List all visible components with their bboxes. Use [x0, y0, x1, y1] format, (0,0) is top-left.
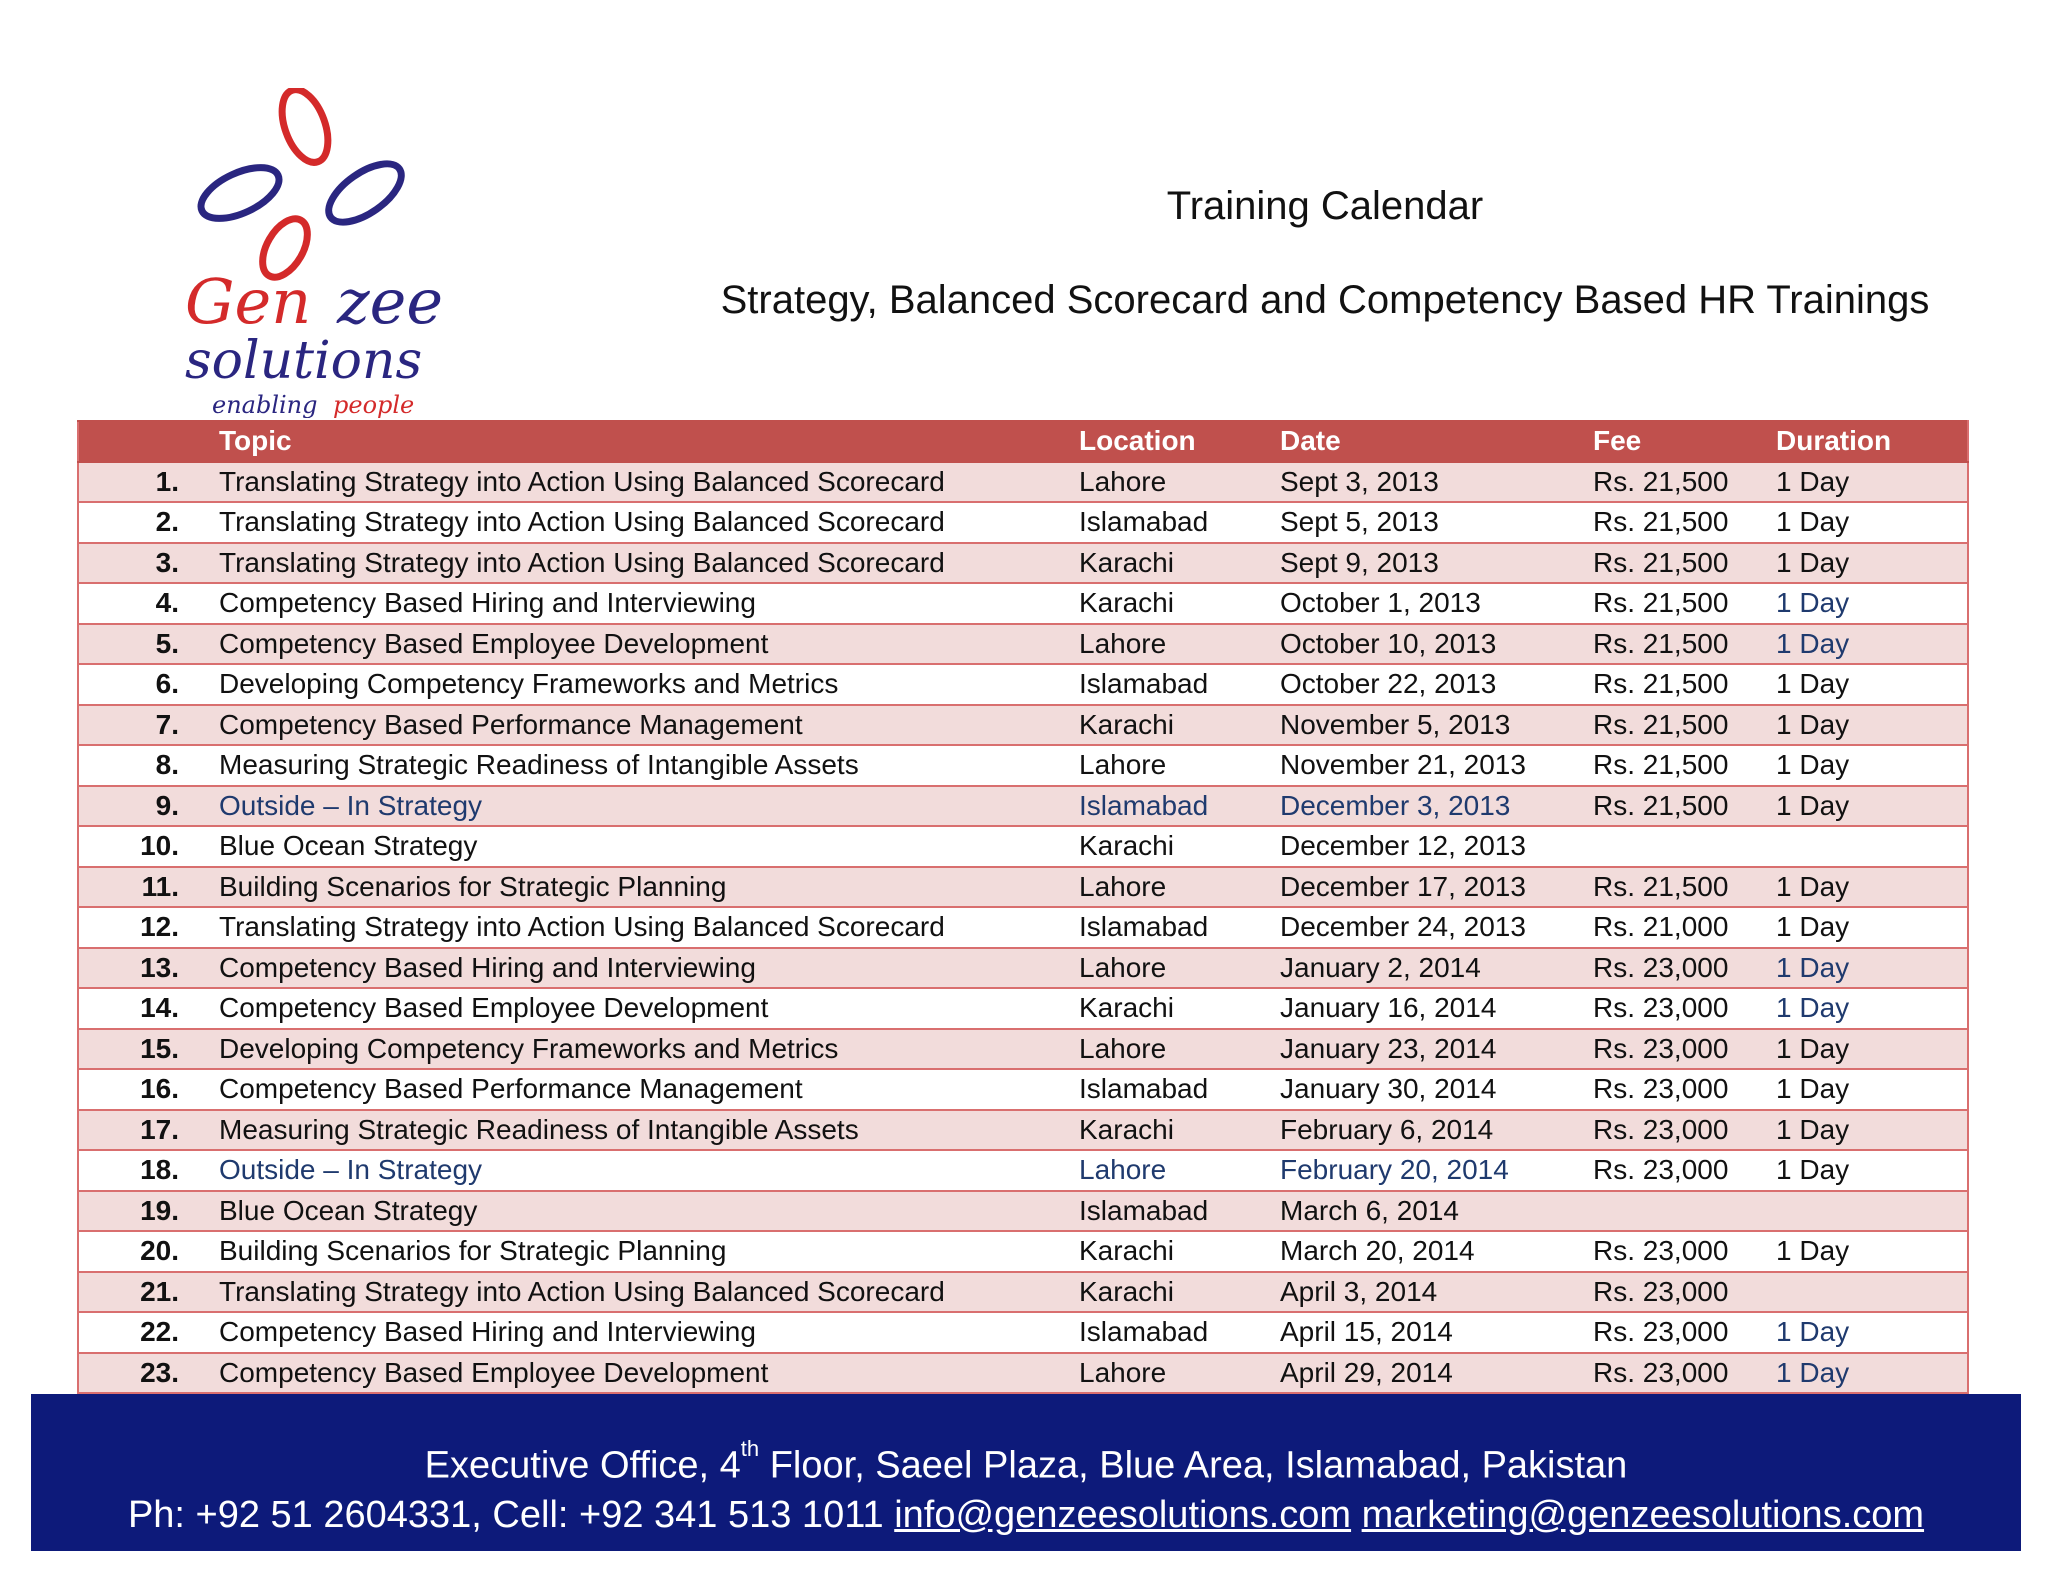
row-fee: Rs. 23,000 — [1593, 1272, 1776, 1313]
table-row — [78, 1150, 1968, 1191]
table-row — [78, 705, 1968, 746]
row-number: 1. — [78, 462, 219, 503]
table-row — [78, 624, 1968, 665]
row-date: December 12, 2013 — [1280, 826, 1593, 867]
row-date: February 6, 2014 — [1280, 1110, 1593, 1151]
table-row — [78, 583, 1968, 624]
table-row — [78, 664, 1968, 705]
row-number: 7. — [78, 705, 219, 746]
row-location: Lahore — [1079, 462, 1280, 503]
row-fee: Rs. 21,500 — [1593, 705, 1776, 746]
row-duration — [1776, 1272, 1968, 1313]
row-date: January 30, 2014 — [1280, 1069, 1593, 1110]
row-number: 19. — [78, 1191, 219, 1232]
row-duration: 1 Day — [1776, 988, 1968, 1029]
row-location: Islamabad — [1079, 907, 1280, 948]
row-topic: Building Scenarios for Strategic Planning — [219, 867, 1079, 908]
address-superscript: th — [740, 1436, 760, 1461]
row-duration: 1 Day — [1776, 786, 1968, 827]
row-number: 16. — [78, 1069, 219, 1110]
row-topic: Outside – In Strategy — [219, 786, 1079, 827]
row-date: January 23, 2014 — [1280, 1029, 1593, 1070]
row-duration: 1 Day — [1776, 1150, 1968, 1191]
row-date: April 3, 2014 — [1280, 1272, 1593, 1313]
row-date: Sept 9, 2013 — [1280, 543, 1593, 584]
row-duration — [1776, 826, 1968, 867]
row-topic: Translating Strategy into Action Using Balanced Scorecard — [219, 1272, 1079, 1313]
logo-graphic — [185, 88, 485, 418]
row-location: Lahore — [1079, 867, 1280, 908]
row-location: Lahore — [1079, 624, 1280, 665]
footer — [31, 1394, 2021, 1551]
table-row — [78, 1069, 1968, 1110]
row-duration: 1 Day — [1776, 1069, 1968, 1110]
row-location: Karachi — [1079, 1272, 1280, 1313]
row-fee: Rs. 23,000 — [1593, 1150, 1776, 1191]
row-number: 13. — [78, 948, 219, 989]
row-duration: 1 Day — [1776, 502, 1968, 543]
row-topic: Competency Based Hiring and Interviewing — [219, 583, 1079, 624]
row-date: March 6, 2014 — [1280, 1191, 1593, 1232]
row-date: October 10, 2013 — [1280, 624, 1593, 665]
row-location: Islamabad — [1079, 1312, 1280, 1353]
row-duration: 1 Day — [1776, 583, 1968, 624]
row-fee: Rs. 21,500 — [1593, 664, 1776, 705]
row-fee: Rs. 23,000 — [1593, 948, 1776, 989]
row-fee: Rs. 23,000 — [1593, 1231, 1776, 1272]
row-location: Karachi — [1079, 988, 1280, 1029]
row-topic: Measuring Strategic Readiness of Intangible Assets — [219, 1110, 1079, 1151]
footer-address — [31, 1436, 2021, 1488]
row-location: Karachi — [1079, 1231, 1280, 1272]
marketing-email-link[interactable]: marketing@genzeesolutions.com — [1361, 1494, 1925, 1536]
row-location: Lahore — [1079, 1029, 1280, 1070]
company-logo — [185, 88, 485, 418]
row-number: 18. — [78, 1150, 219, 1191]
table-row — [78, 948, 1968, 989]
row-topic: Outside – In Strategy — [219, 1150, 1079, 1191]
row-number: 14. — [78, 988, 219, 1029]
row-number: 9. — [78, 786, 219, 827]
row-location: Karachi — [1079, 1110, 1280, 1151]
row-date: Sept 3, 2013 — [1280, 462, 1593, 503]
table-row — [78, 1110, 1968, 1151]
row-duration: 1 Day — [1776, 867, 1968, 908]
col-header-location: Location — [1079, 421, 1280, 462]
row-fee — [1593, 826, 1776, 867]
row-topic: Competency Based Hiring and Interviewing — [219, 1312, 1079, 1353]
logo-tagline-enabling: enabling — [212, 391, 318, 418]
row-duration: 1 Day — [1776, 543, 1968, 584]
row-number: 20. — [78, 1231, 219, 1272]
training-calendar-table — [77, 420, 1969, 1394]
row-location: Lahore — [1079, 1353, 1280, 1394]
info-email-link[interactable]: info@genzeesolutions.com — [894, 1494, 1352, 1536]
row-topic: Blue Ocean Strategy — [219, 1191, 1079, 1232]
row-number: 11. — [78, 867, 219, 908]
row-location: Islamabad — [1079, 664, 1280, 705]
table-row — [78, 1272, 1968, 1313]
row-date: January 16, 2014 — [1280, 988, 1593, 1029]
row-number: 17. — [78, 1110, 219, 1151]
row-date: January 2, 2014 — [1280, 948, 1593, 989]
row-number: 2. — [78, 502, 219, 543]
logo-text-solutions: solutions — [185, 331, 423, 391]
row-duration: 1 Day — [1776, 1353, 1968, 1394]
row-topic: Translating Strategy into Action Using Balanced Scorecard — [219, 543, 1079, 584]
col-header-number — [78, 421, 219, 462]
row-fee: Rs. 21,500 — [1593, 745, 1776, 786]
row-duration: 1 Day — [1776, 1231, 1968, 1272]
page-subtitle: Strategy, Balanced Scorecard and Competency Based HR Trainings — [720, 278, 1930, 322]
page-title: Training Calendar — [1166, 184, 1484, 228]
row-location: Lahore — [1079, 948, 1280, 989]
row-date: December 17, 2013 — [1280, 867, 1593, 908]
row-number: 8. — [78, 745, 219, 786]
row-date: February 20, 2014 — [1280, 1150, 1593, 1191]
row-date: April 29, 2014 — [1280, 1353, 1593, 1394]
row-date: October 22, 2013 — [1280, 664, 1593, 705]
col-header-topic: Topic — [219, 421, 1079, 462]
row-topic: Measuring Strategic Readiness of Intangible Assets — [219, 745, 1079, 786]
row-duration: 1 Day — [1776, 907, 1968, 948]
col-header-duration: Duration — [1776, 421, 1968, 462]
row-fee: Rs. 21,500 — [1593, 867, 1776, 908]
row-location: Islamabad — [1079, 502, 1280, 543]
row-fee: Rs. 21,500 — [1593, 462, 1776, 503]
row-date: November 21, 2013 — [1280, 745, 1593, 786]
address-text: Executive Office, 4 — [424, 1444, 741, 1487]
row-duration: 1 Day — [1776, 1110, 1968, 1151]
row-topic: Developing Competency Frameworks and Metrics — [219, 1029, 1079, 1070]
row-duration: 1 Day — [1776, 745, 1968, 786]
row-duration: 1 Day — [1776, 624, 1968, 665]
row-topic: Competency Based Employee Development — [219, 624, 1079, 665]
row-date: April 15, 2014 — [1280, 1312, 1593, 1353]
row-fee: Rs. 23,000 — [1593, 988, 1776, 1029]
row-fee: Rs. 23,000 — [1593, 1312, 1776, 1353]
row-number: 22. — [78, 1312, 219, 1353]
row-topic: Translating Strategy into Action Using Balanced Scorecard — [219, 907, 1079, 948]
row-location: Karachi — [1079, 583, 1280, 624]
row-date: December 24, 2013 — [1280, 907, 1593, 948]
row-topic: Translating Strategy into Action Using Balanced Scorecard — [219, 502, 1079, 543]
row-duration: 1 Day — [1776, 1029, 1968, 1070]
row-topic: Competency Based Performance Management — [219, 705, 1079, 746]
row-date: December 3, 2013 — [1280, 786, 1593, 827]
table-row — [78, 1029, 1968, 1070]
row-location: Islamabad — [1079, 786, 1280, 827]
table-row — [78, 1353, 1968, 1394]
phone-text: Ph: +92 51 2604331, Cell: +92 341 513 1011 — [127, 1494, 895, 1536]
row-number: 15. — [78, 1029, 219, 1070]
table-row — [78, 907, 1968, 948]
row-fee: Rs. 23,000 — [1593, 1110, 1776, 1151]
row-location: Karachi — [1079, 826, 1280, 867]
row-fee: Rs. 21,500 — [1593, 786, 1776, 827]
logo-text-gen: Gen — [185, 265, 312, 338]
row-topic: Competency Based Performance Management — [219, 1069, 1079, 1110]
table-row — [78, 1231, 1968, 1272]
row-number: 12. — [78, 907, 219, 948]
row-duration: 1 Day — [1776, 705, 1968, 746]
row-date: November 5, 2013 — [1280, 705, 1593, 746]
row-number: 3. — [78, 543, 219, 584]
col-header-date: Date — [1280, 421, 1593, 462]
row-fee: Rs. 21,500 — [1593, 624, 1776, 665]
row-location: Lahore — [1079, 745, 1280, 786]
table-row — [78, 988, 1968, 1029]
col-header-fee: Fee — [1593, 421, 1776, 462]
table-row — [78, 786, 1968, 827]
row-duration: 1 Day — [1776, 1312, 1968, 1353]
row-topic: Competency Based Hiring and Interviewing — [219, 948, 1079, 989]
row-location: Islamabad — [1079, 1069, 1280, 1110]
row-fee: Rs. 23,000 — [1593, 1353, 1776, 1394]
logo-tagline-people: people — [333, 391, 415, 418]
row-location: Karachi — [1079, 705, 1280, 746]
table-row — [78, 1312, 1968, 1353]
table-row — [78, 502, 1968, 543]
row-location: Karachi — [1079, 543, 1280, 584]
row-date: October 1, 2013 — [1280, 583, 1593, 624]
table-row — [78, 462, 1968, 503]
row-duration: 1 Day — [1776, 664, 1968, 705]
address-text-rest: Floor, Saeel Plaza, Blue Area, Islamabad, Pakistan — [759, 1444, 1628, 1487]
row-duration: 1 Day — [1776, 462, 1968, 503]
row-topic: Translating Strategy into Action Using Balanced Scorecard — [219, 462, 1079, 503]
row-date: March 20, 2014 — [1280, 1231, 1593, 1272]
footer-contact — [31, 1494, 2021, 1537]
table-row — [78, 1191, 1968, 1232]
row-fee: Rs. 23,000 — [1593, 1069, 1776, 1110]
table-row — [78, 745, 1968, 786]
row-number: 4. — [78, 583, 219, 624]
table-header-row — [78, 421, 1968, 462]
row-topic: Building Scenarios for Strategic Planning — [219, 1231, 1079, 1272]
logo-text-zee: zee — [337, 265, 444, 338]
row-fee: Rs. 21,000 — [1593, 907, 1776, 948]
row-number: 10. — [78, 826, 219, 867]
row-topic: Blue Ocean Strategy — [219, 826, 1079, 867]
row-location: Lahore — [1079, 1150, 1280, 1191]
row-date: Sept 5, 2013 — [1280, 502, 1593, 543]
row-location: Islamabad — [1079, 1191, 1280, 1232]
row-duration: 1 Day — [1776, 948, 1968, 989]
row-number: 21. — [78, 1272, 219, 1313]
row-number: 5. — [78, 624, 219, 665]
table-body — [78, 462, 1968, 1394]
row-number: 6. — [78, 664, 219, 705]
row-topic: Competency Based Employee Development — [219, 1353, 1079, 1394]
row-fee: Rs. 21,500 — [1593, 543, 1776, 584]
table-row — [78, 826, 1968, 867]
row-fee: Rs. 21,500 — [1593, 583, 1776, 624]
table-row — [78, 867, 1968, 908]
row-topic: Competency Based Employee Development — [219, 988, 1079, 1029]
row-fee: Rs. 23,000 — [1593, 1029, 1776, 1070]
row-number: 23. — [78, 1353, 219, 1394]
row-fee — [1593, 1191, 1776, 1232]
row-topic: Developing Competency Frameworks and Metrics — [219, 664, 1079, 705]
row-fee: Rs. 21,500 — [1593, 502, 1776, 543]
row-duration — [1776, 1191, 1968, 1232]
table-row — [78, 543, 1968, 584]
